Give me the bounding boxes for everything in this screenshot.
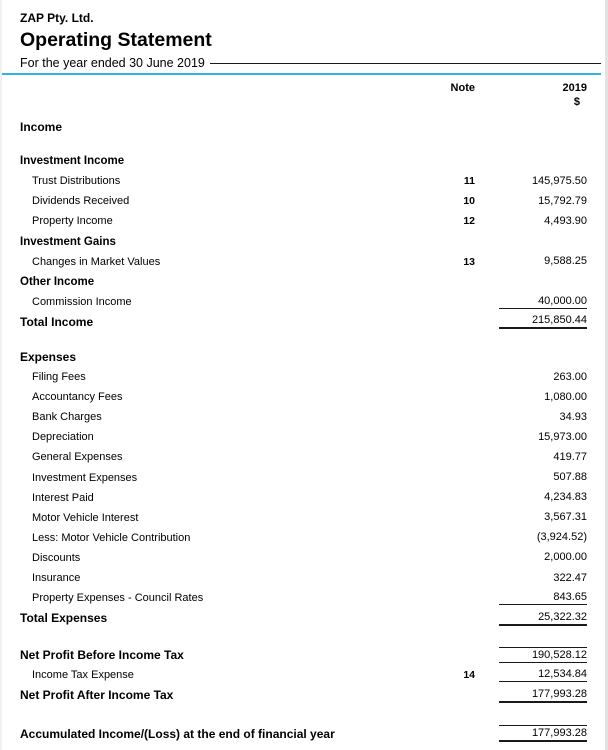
row-filing-fees bbox=[20, 367, 587, 387]
row-note-ref: 11 bbox=[463, 175, 475, 188]
row-label: Motor Vehicle Interest bbox=[32, 511, 139, 524]
row-amount: 40,000.00 bbox=[499, 295, 587, 309]
row-note-ref: 13 bbox=[463, 255, 475, 268]
row-label: Other Income bbox=[20, 275, 95, 288]
row-amount: 2,000.00 bbox=[544, 551, 587, 564]
row-label: Interest Paid bbox=[32, 491, 94, 504]
row-less-motor-vehicle-contribution bbox=[20, 528, 587, 548]
row-amount: 25,322.32 bbox=[499, 611, 587, 626]
row-label: Income bbox=[20, 120, 63, 135]
row-label: Income Tax Expense bbox=[32, 669, 134, 682]
row-amount: (3,924.52) bbox=[536, 531, 587, 544]
row-amount: 843.65 bbox=[499, 591, 587, 605]
row-amount: 145,975.50 bbox=[531, 174, 587, 187]
row-accountancy-fees bbox=[20, 387, 587, 407]
row-note-ref: 12 bbox=[463, 215, 475, 228]
row-note-ref: 10 bbox=[463, 195, 475, 208]
row-label: Net Profit Before Income Tax bbox=[20, 648, 184, 663]
row-label: Depreciation bbox=[32, 431, 94, 444]
row-amount: 322.47 bbox=[553, 571, 587, 584]
row-label: Trust Distributions bbox=[32, 175, 121, 188]
row-label: Commission Income bbox=[32, 295, 132, 308]
row-dividends-received bbox=[20, 191, 587, 211]
row-property-income bbox=[20, 211, 587, 231]
row-accumulated-income-loss-at-the-end-of-financial-year bbox=[20, 724, 587, 744]
row-changes-in-market-values bbox=[20, 252, 587, 272]
col-year-label: 2019 bbox=[562, 81, 587, 94]
row-amount: 177,993.28 bbox=[499, 688, 587, 703]
row-insurance bbox=[20, 568, 587, 588]
row-label: Insurance bbox=[32, 572, 81, 585]
row-net-profit-after-income-tax bbox=[20, 685, 587, 705]
row-label: Net Profit After Income Tax bbox=[20, 688, 174, 703]
report-period: For the year ended 30 June 2019 bbox=[20, 55, 205, 70]
statement-rows bbox=[2, 117, 605, 744]
currency-row bbox=[2, 95, 605, 109]
row-other-income bbox=[20, 272, 587, 292]
row-label: Dividends Received bbox=[32, 195, 130, 208]
row-amount bbox=[499, 281, 587, 282]
row-amount: 419.77 bbox=[553, 450, 587, 463]
row-investment-gains bbox=[20, 231, 587, 251]
row-amount: 1,080.00 bbox=[544, 390, 587, 403]
column-header-row bbox=[2, 75, 605, 95]
row-label: Property Expenses - Council Rates bbox=[32, 592, 204, 605]
row-amount: 215,850.44 bbox=[499, 314, 587, 329]
currency-symbol: $ bbox=[573, 96, 580, 108]
period-leader-rule bbox=[210, 63, 601, 64]
row-amount bbox=[499, 127, 587, 128]
row-discounts bbox=[20, 548, 587, 568]
row-label: Total Income bbox=[20, 314, 94, 329]
row-label: Property Income bbox=[32, 215, 113, 228]
row-amount bbox=[499, 241, 587, 242]
row-amount bbox=[499, 161, 587, 162]
row-total-expenses bbox=[20, 608, 587, 628]
row-depreciation bbox=[20, 427, 587, 447]
row-amount: 263.00 bbox=[553, 370, 587, 383]
row-amount: 12,534.84 bbox=[499, 668, 587, 682]
row-income-tax-expense bbox=[20, 665, 587, 685]
row-label: Accumulated Income/(Loss) at the end of financial year bbox=[20, 726, 335, 741]
row-label: Accountancy Fees bbox=[32, 391, 123, 404]
row-commission-income bbox=[20, 292, 587, 312]
row-trust-distributions bbox=[20, 171, 587, 191]
row-label: Less: Motor Vehicle Contribution bbox=[32, 531, 191, 544]
row-investment-expenses bbox=[20, 468, 587, 488]
col-note-label: Note bbox=[450, 81, 475, 94]
row-investment-income bbox=[20, 151, 587, 171]
row-net-profit-before-income-tax bbox=[20, 645, 587, 665]
row-interest-paid bbox=[20, 488, 587, 508]
company-name: ZAP Pty. Ltd. bbox=[20, 11, 94, 25]
row-amount: 15,792.79 bbox=[538, 194, 587, 207]
row-amount: 4,234.83 bbox=[544, 491, 587, 504]
row-motor-vehicle-interest bbox=[20, 508, 587, 528]
row-label: Total Expenses bbox=[20, 611, 108, 626]
row-note-ref: 14 bbox=[463, 669, 475, 682]
row-expenses bbox=[20, 347, 587, 367]
row-amount: 4,493.90 bbox=[544, 214, 587, 227]
row-label: Investment Gains bbox=[20, 235, 116, 248]
row-amount: 177,993.28 bbox=[499, 725, 587, 742]
row-general-expenses bbox=[20, 447, 587, 467]
row-label: Expenses bbox=[20, 349, 77, 364]
row-property-expenses-council-rates bbox=[20, 588, 587, 608]
row-label: Bank Charges bbox=[32, 411, 102, 424]
row-label: Discounts bbox=[32, 551, 81, 564]
row-label: Investment Expenses bbox=[32, 471, 138, 484]
row-label: Changes in Market Values bbox=[32, 255, 161, 268]
report-period-row bbox=[2, 54, 605, 71]
row-bank-charges bbox=[20, 407, 587, 427]
row-label: Investment Income bbox=[20, 155, 125, 168]
row-amount: 34.93 bbox=[559, 410, 587, 423]
row-amount: 3,567.31 bbox=[544, 511, 587, 524]
row-label: Filing Fees bbox=[32, 371, 86, 384]
report-title: Operating Statement bbox=[20, 29, 212, 51]
row-label: General Expenses bbox=[32, 451, 123, 464]
row-amount bbox=[499, 356, 587, 357]
row-amount: 507.88 bbox=[553, 471, 587, 484]
row-amount: 190,528.12 bbox=[499, 647, 587, 663]
row-amount: 9,588.25 bbox=[544, 255, 587, 268]
row-income bbox=[20, 117, 587, 137]
row-total-income bbox=[20, 312, 587, 332]
row-amount: 15,973.00 bbox=[538, 430, 587, 443]
